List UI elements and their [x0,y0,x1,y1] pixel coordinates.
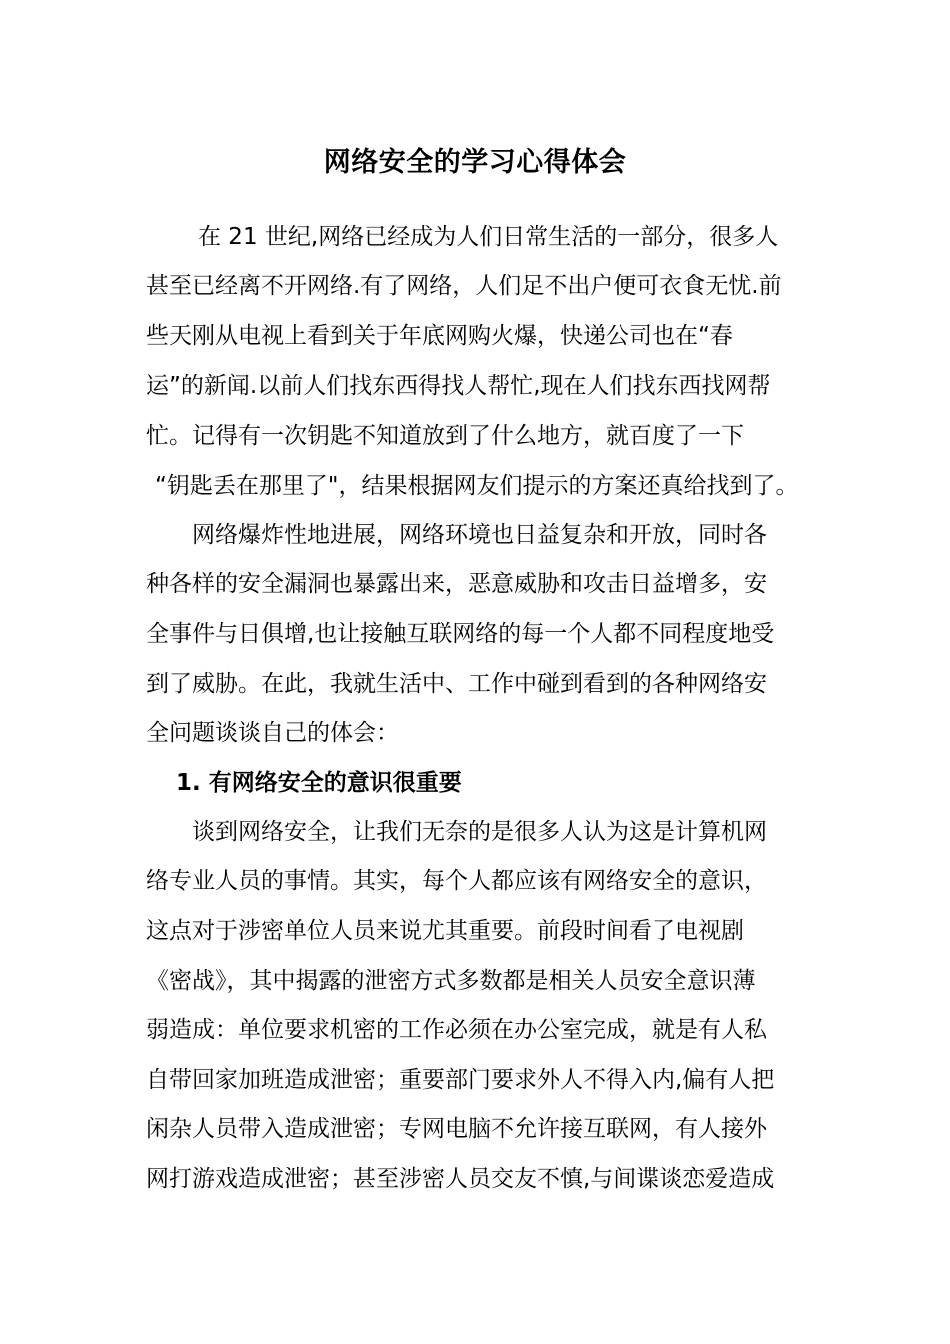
paragraph-3-line-2: 络专业人员的事情。其实，每个人都应该有网络安全的意识， [146,868,767,894]
paragraph-2-line-3: 全事件与日俱增,也让接触互联网络的每一个人都不同程度地受 [146,621,775,647]
paragraph-1-line-1: 在 21 世纪,网络已经成为人们日常生活的一部分，很多人 [198,224,779,250]
section-heading-1: 1. 有网络安全的意识很重要 [176,770,462,796]
paragraph-3-line-3: 这点对于涉密单位人员来说尤其重要。前段时间看了电视剧 [146,918,744,944]
document-title: 网络安全的学习心得体会 [323,147,627,178]
paragraph-2-line-1: 网络爆炸性地进展，网络环境也日益复杂和开放，同时各 [192,522,767,548]
paragraph-1-line-6: “钥匙丢在那里了"，结果根据网友们提示的方案还真给找到了。 [155,473,799,499]
paragraph-1-line-4: 运”的新闻.以前人们找东西得找人帮忙,现在人们找东西找网帮 [146,373,771,399]
paragraph-3-line-5: 弱造成：单位要求机密的工作必须在办公室完成，就是有人私 [146,1017,767,1043]
paragraph-3-line-6: 自带回家加班造成泄密；重要部门要求外人不得入内,偏有人把 [146,1067,775,1093]
paragraph-3-line-1: 谈到网络安全，让我们无奈的是很多人认为这是计算机网 [192,819,767,845]
paragraph-1-line-2: 甚至已经离不开网络.有了网络，人们足不出户便可衣食无忧.前 [146,273,782,299]
paragraph-2-line-2: 种各样的安全漏洞也暴露出来，恶意威胁和攻击日益增多，安 [146,571,767,597]
paragraph-3-line-7: 闲杂人员带入造成泄密；专网电脑不允许接互联网，有人接外 [146,1116,767,1142]
paragraph-1-line-3: 些天刚从电视上看到关于年底网购火爆，快递公司也在“春 [146,323,733,349]
paragraph-2-line-5: 全问题谈谈自己的体会： [146,720,399,746]
paragraph-1-line-5: 忙。记得有一次钥匙不知道放到了什么地方，就百度了一下 [146,423,744,449]
paragraph-3-line-4: 《密战》，其中揭露的泄密方式多数都是相关人员安全意识薄 [146,968,756,994]
paragraph-2-line-4: 到了威胁。在此，我就生活中、工作中碰到看到的各种网络安 [146,671,767,697]
paragraph-3-line-8: 网打游戏造成泄密；甚至涉密人员交友不慎,与间谍谈恋爱造成 [146,1166,775,1192]
